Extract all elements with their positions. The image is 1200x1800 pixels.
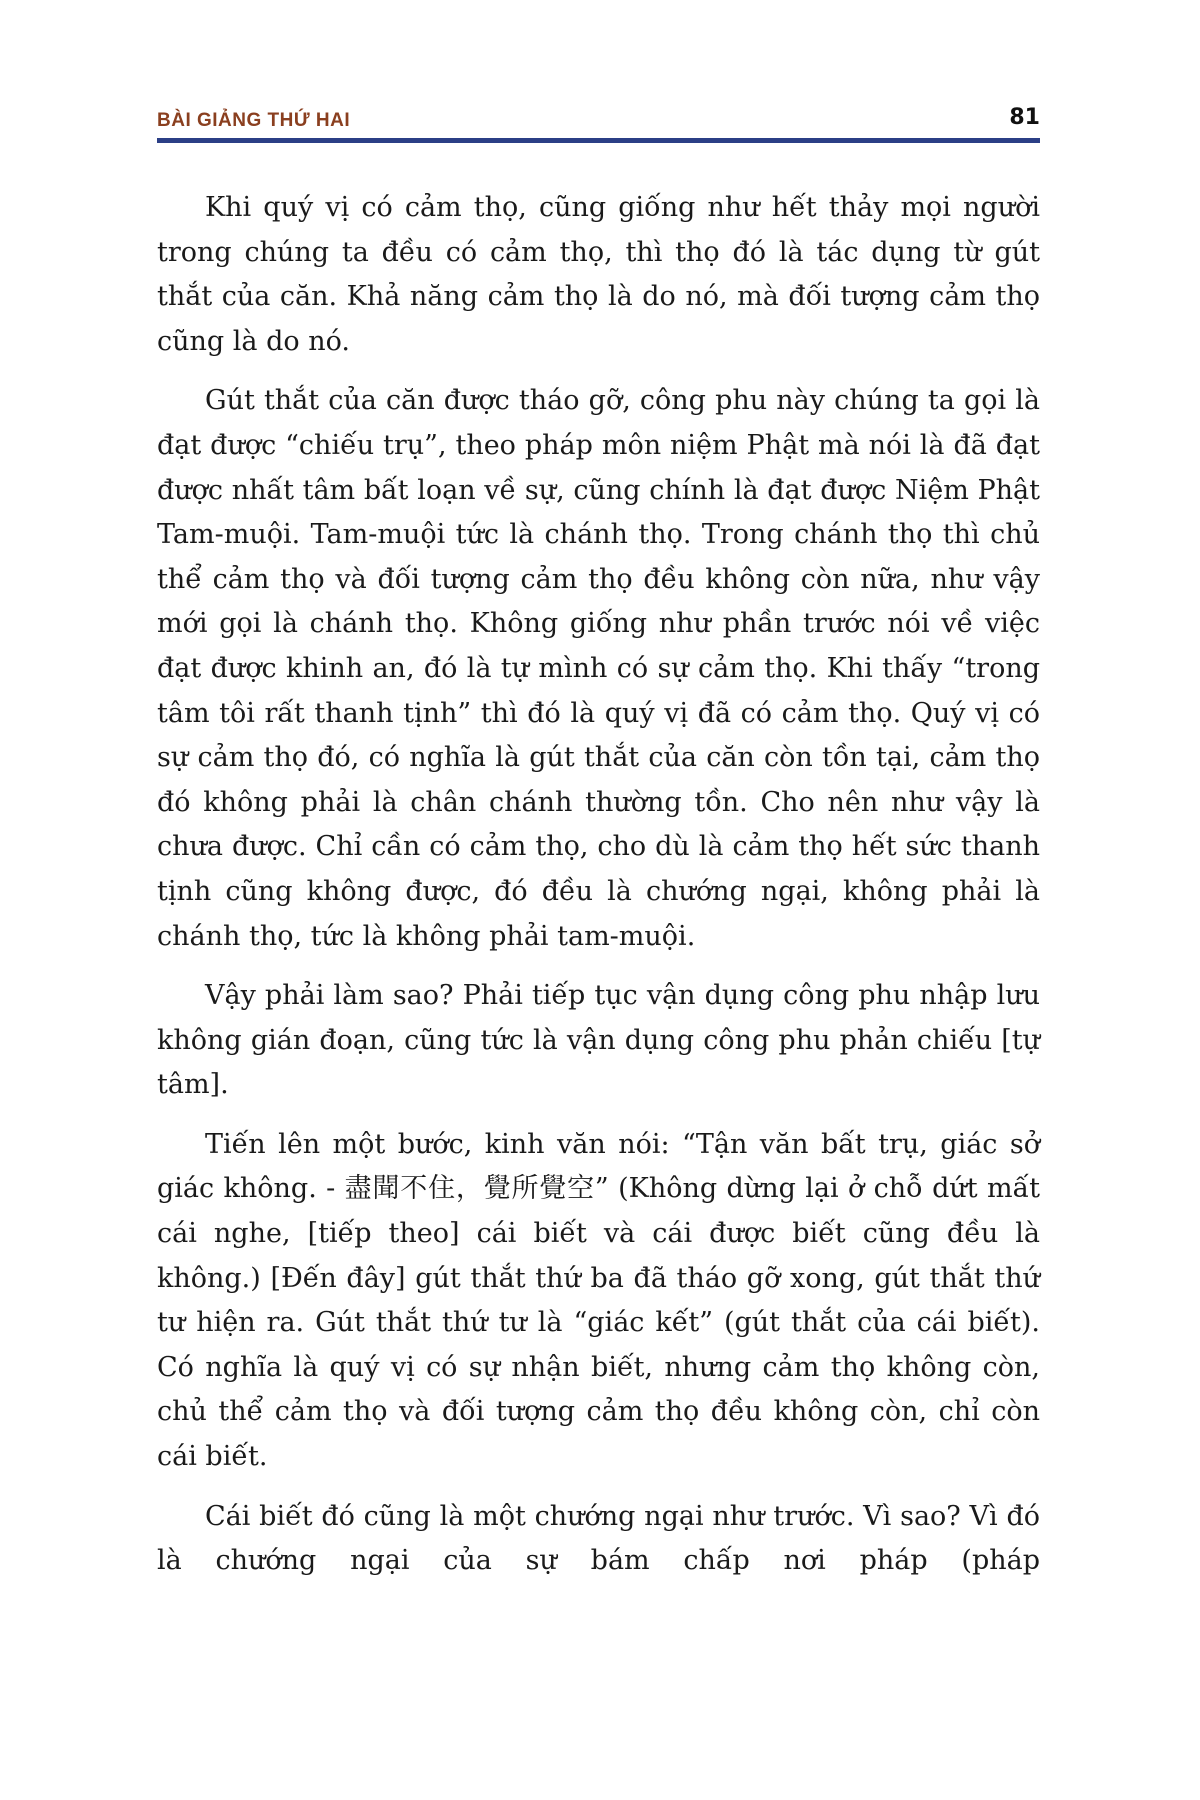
paragraph: Tiến lên một bước, kinh văn nói: “Tận văn bất trụ, giác sở giác không. - 盡聞不住，覺所覺空” (Không dừng lại ở chỗ dứt mất cái nghe, [tiếp theo] cái biết và cái được biết cũng đều là không.) [Đến đây] gút thắt thứ ba đã tháo gỡ xong, gút thắt thứ tư hiện ra. Gút thắt thứ tư là “giác kết” (gút thắt của cái biết). Có nghĩa là quý vị có sự nhận biết, nhưng cảm thọ không còn, chủ thể cảm thọ và đối tượng cảm thọ đều không còn, chỉ còn cái biết. (157, 1128, 1040, 1473)
page-number: 81 (1009, 105, 1040, 130)
running-title: BÀI GIẢNG THỨ HAI (157, 110, 351, 131)
page-header (157, 100, 1040, 143)
paragraph: Cái biết đó cũng là một chướng ngại như trước. Vì sao? Vì đó là chướng ngại của sự bám chấp nơi pháp (pháp (157, 1500, 1040, 1577)
paragraph: Vậy phải làm sao? Phải tiếp tục vận dụng công phu nhập lưu không gián đoạn, cũng tức là vận dụng công phu phản chiếu [tự tâm]. (157, 980, 1040, 1101)
paragraph: Khi quý vị có cảm thọ, cũng giống như hết thảy mọi người trong chúng ta đều có cảm thọ, thì thọ đó là tác dụng từ gút thắt của căn. Khả năng cảm thọ là do nó, mà đối tượng cảm thọ cũng là do nó. (157, 192, 1040, 357)
paragraph: Gút thắt của căn được tháo gỡ, công phu này chúng ta gọi là đạt được “chiếu trụ”, theo pháp môn niệm Phật mà nói là đã đạt được nhất tâm bất loạn về sự, cũng chính là đạt được Niệm Phật Tam-muội. Tam-muội tức là chánh thọ. Trong chánh thọ thì chủ thể cảm thọ và đối tượng cảm thọ đều không còn nữa, như vậy mới gọi là chánh thọ. Không giống như phần trước nói về việc đạt được khinh an, đó là tự mình có sự cảm thọ. Khi thấy “trong tâm tôi rất thanh tịnh” thì đó là quý vị đã có cảm thọ. Quý vị có sự cảm thọ đó, có nghĩa là gút thắt của căn còn tồn tại, cảm thọ đó không phải là chân chánh thường tồn. Cho nên như vậy là chưa được. Chỉ cần có cảm thọ, cho dù là cảm thọ hết sức thanh tịnh cũng không được, đó đều là chướng ngại, không phải là chánh thọ, tức là không phải tam-muội. (157, 385, 1040, 952)
body-text (157, 186, 1040, 1599)
